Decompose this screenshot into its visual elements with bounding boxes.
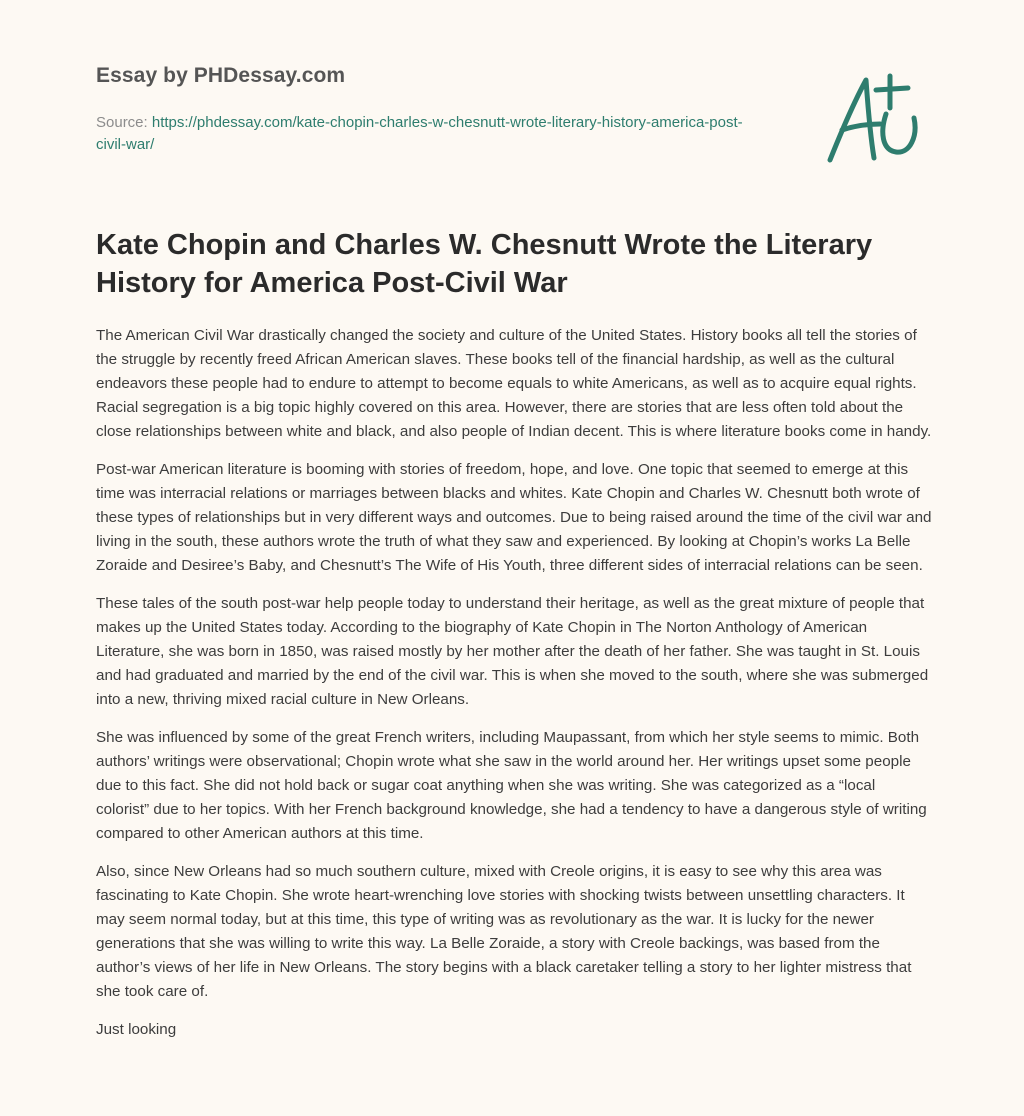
site-brand: Essay by PHDessay.com [96, 64, 346, 87]
source-link[interactable]: https://phdessay.com/kate-chopin-charles-w-chesnutt-wrote-literary-history-america-post-civil-war/ [96, 114, 743, 153]
essay-title: Kate Chopin and Charles W. Chesnutt Wrote the Literary History for America Post-Civil War [96, 229, 873, 299]
paragraph: These tales of the south post-war help people today to understand their heritage, as well as the great mixture of people that makes up the United States today. According to the biography of Kate Chopin in The Norton Anthology of American Literature, she was born in 1850, was raised mostly by her mother after the death of her father. She was taught in St. Louis and had graduated and married by the end of the civil war. This is when she moved to the south, where she was submerged into a new, thriving mixed racial culture in New Orleans. [96, 595, 929, 708]
paragraph: She was influenced by some of the great French writers, including Maupassant, from which her style seems to mimic. Both authors’ writings were observational; Chopin wrote what she saw in the world around her. Her writings upset some people due to this fact. She did not hold back or sugar coat anything when she was writing. She was categorized as a “local colorist” due to her topics. With her French background knowledge, she had a tendency to have a dangerous style of writing compared to other American authors at this time. [96, 729, 927, 842]
source-label: Source: [96, 114, 148, 131]
paragraph: Just looking [96, 1021, 177, 1038]
source-line [96, 112, 756, 156]
paragraph: Also, since New Orleans had so much southern culture, mixed with Creole origins, it is easy to see why this area was fascinating to Kate Chopin. She wrote heart-wrenching love stories with shocking twists between unsettling characters. It may seem normal today, but at this time, this type of writing was as revolutionary as the war. It is lucky for the newer generations that she was willing to write this way. La Belle Zoraide, a story with Creole backings, was based from the author’s views of her life in New Orleans. The story begins with a black caretaker telling a story to her lighter mistress that she took care of. [96, 863, 912, 1000]
essay-body [96, 324, 932, 1056]
paragraph: Post-war American literature is booming with stories of freedom, hope, and love. One topic that seemed to emerge at this time was interracial relations or marriages between blacks and whites. Kate Chopin and Charles W. Chesnutt both wrote of these types of relationships but in very different ways and outcomes. Due to being raised around the time of the civil war and living in the south, these authors wrote the truth of what they saw and experienced. By looking at Chopin’s works La Belle Zoraide and Desiree’s Baby, and Chesnutt’s The Wife of His Youth, three different sides of interracial relations can be seen. [96, 461, 932, 574]
paragraph: The American Civil War drastically changed the society and culture of the United States. History books all tell the stories of the struggle by recently freed African American slaves. These books tell of the financial hardship, as well as the cultural endeavors these people had to endure to attempt to become equals to white Americans, as well as to acquire equal rights. Racial segregation is a big topic highly covered on this area. However, there are stories that are less often told about the close relationships between white and black, and also people of Indian decent. This is where literature books come in handy. [96, 327, 932, 440]
a-plus-logo-icon [820, 68, 930, 168]
